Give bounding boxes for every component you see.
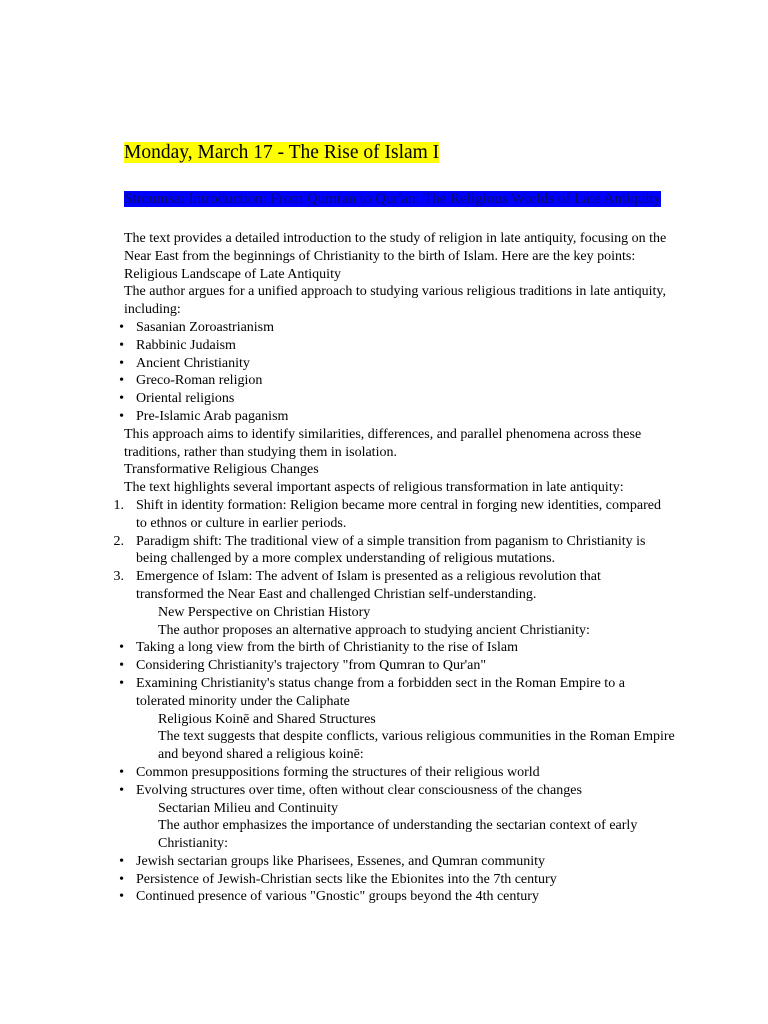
bullet-marker: • [119,889,124,905]
list-item: • Examining Christianity's status change from a forbidden sect in the Roman Empire to a tolerated minority under the Caliphate [136,675,668,711]
list-item: • Considering Christianity's trajectory "from Qumran to Qur'an" [136,657,668,675]
bullet-marker: • [119,337,124,353]
bullet-marker: • [119,675,124,691]
paragraph: This approach aims to identify similarities, differences, and parallel phenomena across these traditions, rather than studying them in isolation. [124,426,642,460]
number-marker: 2. [113,533,124,549]
list-item: • Pre-Islamic Arab paganism [136,408,668,426]
list-item: • Taking a long view from the birth of Christianity to the rise of Islam [136,639,668,657]
section-heading: Religious Landscape of Late Antiquity [124,266,341,282]
bullet-marker: • [119,782,124,798]
number-marker: 3. [113,569,124,585]
bullet-marker: • [119,658,124,674]
section-heading: New Perspective on Christian History [158,604,371,620]
list-item: • Greco-Roman religion [136,372,668,390]
numbered-item: 3. Emergence of Islam: The advent of Islam is presented as a religious revolution that transformed the Near East and challenged Christian self-understanding. [136,568,668,604]
bullet-marker: • [119,640,124,656]
list-item: • Persistence of Jewish-Christian sects like the Ebionites into the 7th century [136,871,668,889]
bullet-marker: • [119,355,124,371]
section-heading: Sectarian Milieu and Continuity [158,800,339,816]
list-item: • Oriental religions [136,390,668,408]
paragraph: The text suggests that despite conflicts, various religious communities in the Roman Empire and beyond shared a religious koinē: [158,729,675,763]
list-item: • Common presuppositions forming the structures of their religious world [136,764,668,782]
bullet-marker: • [119,764,124,780]
bullet-marker: • [119,853,124,869]
paragraph: The text highlights several important aspects of religious transformation in late antiquity: [124,480,624,496]
section-heading: Religious Koinē and Shared Structures [158,711,376,727]
list-item: • Sasanian Zoroastrianism [136,319,668,337]
page-title: Monday, March 17 - The Rise of Islam I [124,142,440,163]
bullet-marker: • [119,319,124,335]
bullet-marker: • [119,373,124,389]
list-item: • Evolving structures over time, often without clear consciousness of the changes [136,782,668,800]
list-item: • Rabbinic Judaism [136,337,668,355]
section-heading: Transformative Religious Changes [124,462,319,478]
paragraph: The author argues for a unified approach to studying various religious traditions in late antiquity, including: [124,284,666,318]
paragraph: The author proposes an alternative approach to studying ancient Christianity: [158,622,590,638]
bullet-marker: • [119,391,124,407]
paragraph: The author emphasizes the importance of understanding the sectarian context of early Christianity: [158,818,638,852]
document-body [0,230,768,906]
reading-title: Stroumsa: Introduction: From Qumran to Qur'an: The Religious Worlds of Late Antiquity [124,191,662,207]
numbered-item: 2. Paradigm shift: The traditional view of a simple transition from paganism to Christianity is being challenged by a more complex understanding of religious mutations. [136,533,668,569]
number-marker: 1. [113,497,124,513]
list-item: • Jewish sectarian groups like Pharisees, Essenes, and Qumran community [136,853,668,871]
bullet-marker: • [119,871,124,887]
list-item: • Continued presence of various "Gnostic" groups beyond the 4th century [136,888,668,906]
intro-paragraph: The text provides a detailed introduction to the study of religion in late antiquity, focusing on the Near East from the beginnings of Christianity to the birth of Islam. Here are the key points: [124,231,667,264]
bullet-marker: • [119,408,124,424]
list-item: • Ancient Christianity [136,355,668,373]
numbered-item: 1. Shift in identity formation: Religion became more central in forging new identities, compared to ethnos or culture in earlier periods. [136,497,668,533]
